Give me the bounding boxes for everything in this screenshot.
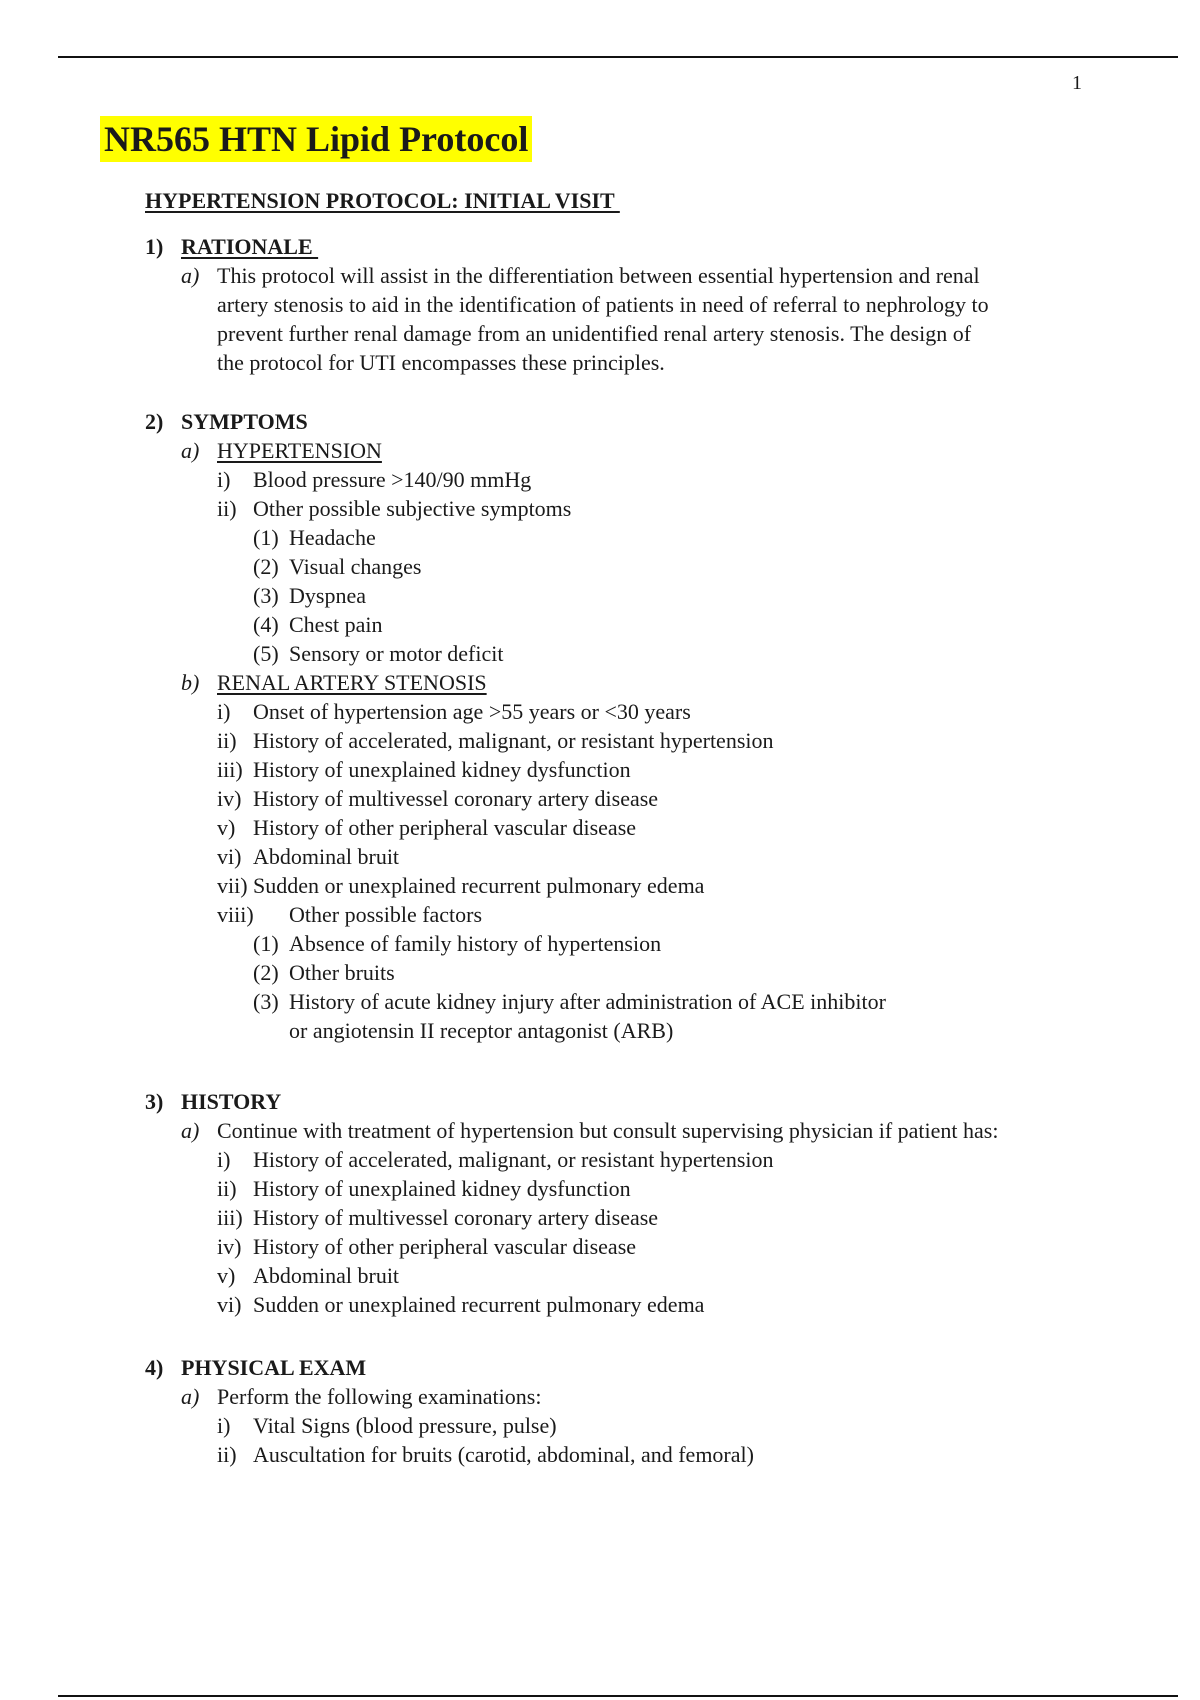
list-item-text: Visual changes (289, 554, 422, 579)
list-item-text: Headache (289, 525, 376, 550)
list-marker: i) (217, 699, 231, 724)
list-item-text: History of unexplained kidney dysfunction (253, 1176, 631, 1201)
sub-list-item (253, 524, 376, 552)
paragraph-text: This protocol will assist in the differentiation between essential hypertension and renal (217, 263, 980, 288)
paragraph-text: Perform the following examinations: (217, 1384, 542, 1409)
list-item (217, 756, 631, 784)
section-number: 1) (145, 234, 164, 259)
list-marker: v) (217, 1263, 236, 1288)
list-marker: iv) (217, 786, 242, 811)
list-marker: a) (181, 1118, 200, 1143)
list-marker: i) (217, 1413, 231, 1438)
list-item-text: History of other peripheral vascular disease (253, 1234, 637, 1259)
list-item-text: Sudden or unexplained recurrent pulmonary edema (253, 873, 705, 898)
sub-list-item (253, 611, 383, 639)
list-marker: (4) (253, 612, 279, 637)
rationale-paragraph-line: artery stenosis to aid in the identification of patients in need of referral to nephrology to (217, 292, 989, 317)
header-rule (58, 56, 1178, 58)
list-marker: (2) (253, 960, 279, 985)
sub-list-item (253, 930, 661, 958)
list-item-text: Abdominal bruit (253, 1263, 400, 1288)
list-item-text: Sensory or motor deficit (289, 641, 504, 666)
list-marker: iii) (217, 1205, 243, 1230)
section-number: 4) (145, 1355, 164, 1380)
list-item-text: History of accelerated, malignant, or resistant hypertension (253, 1147, 774, 1172)
list-item (217, 495, 571, 523)
list-marker: b) (181, 670, 200, 695)
paragraph-text: Continue with treatment of hypertension but consult supervising physician if patient has: (217, 1118, 999, 1143)
list-item-text: Blood pressure >140/90 mmHg (253, 467, 532, 492)
list-marker: v) (217, 815, 236, 840)
list-item-text: Onset of hypertension age >55 years or <30 years (253, 699, 691, 724)
list-item (217, 1412, 557, 1440)
list-marker: i) (217, 467, 231, 492)
list-marker: (2) (253, 554, 279, 579)
list-item-text: History of acute kidney injury after administration of ACE inhibitor (289, 989, 886, 1014)
list-marker: viii) (217, 902, 254, 927)
sub-list-item-continuation: or angiotensin II receptor antagonist (ARB) (289, 1018, 674, 1043)
list-item (217, 1204, 658, 1232)
section-number: 3) (145, 1089, 164, 1114)
subheading-hypertension (181, 437, 382, 465)
list-item-text: Vital Signs (blood pressure, pulse) (253, 1413, 557, 1438)
list-marker: ii) (217, 496, 237, 521)
sub-list-item (253, 640, 503, 668)
list-marker: vii) (217, 873, 248, 898)
list-marker: ii) (217, 1176, 237, 1201)
list-item (217, 785, 658, 813)
section-heading-history (145, 1088, 281, 1116)
sub-list-item (253, 959, 395, 987)
section-heading-physical-exam (145, 1354, 366, 1382)
list-marker: i) (217, 1147, 231, 1172)
sub-list-item (253, 988, 886, 1016)
section-title: RATIONALE (181, 234, 319, 259)
list-marker: (3) (253, 989, 279, 1014)
list-item-text: History of unexplained kidney dysfunction (253, 757, 631, 782)
subheading-renal-artery-stenosis (181, 669, 487, 697)
list-item-text: History of other peripheral vascular disease (253, 815, 637, 840)
list-item-text: Other bruits (289, 960, 395, 985)
list-item-text: Other possible subjective symptoms (253, 496, 572, 521)
footer-rule (58, 1695, 1178, 1697)
list-item (217, 727, 774, 755)
list-marker: ii) (217, 728, 237, 753)
sub-list-item (253, 553, 421, 581)
list-marker: vi) (217, 844, 242, 869)
section-heading-rationale (145, 233, 318, 261)
list-marker: a) (181, 1384, 200, 1409)
list-item (217, 814, 636, 842)
list-marker: (5) (253, 641, 279, 666)
list-item-text: Auscultation for bruits (carotid, abdominal, and femoral) (253, 1442, 754, 1467)
list-item (217, 1233, 636, 1261)
list-item-text: Chest pain (289, 612, 383, 637)
list-marker: iv) (217, 1234, 242, 1259)
section-title: PHYSICAL EXAM (181, 1355, 367, 1380)
list-item (217, 698, 691, 726)
exam-instruction (181, 1383, 541, 1411)
section-heading-symptoms (145, 408, 308, 436)
list-item (217, 1441, 754, 1469)
list-marker: (3) (253, 583, 279, 608)
list-marker: vi) (217, 1292, 242, 1317)
list-item-text: Other possible factors (289, 902, 483, 927)
list-item-text: Absence of family history of hypertension (289, 931, 662, 956)
list-item-text: Abdominal bruit (253, 844, 400, 869)
list-item-text: History of accelerated, malignant, or resistant hypertension (253, 728, 774, 753)
section-title: SYMPTOMS (181, 409, 308, 434)
list-item-text: History of multivessel coronary artery disease (253, 786, 659, 811)
rationale-paragraph-line: the protocol for UTI encompasses these principles. (217, 350, 665, 375)
history-instruction (181, 1117, 998, 1145)
list-marker: (1) (253, 931, 279, 956)
section-number: 2) (145, 409, 164, 434)
page-number: 1 (1072, 72, 1082, 94)
rationale-paragraph-line: prevent further renal damage from an unidentified renal artery stenosis. The design of (217, 321, 972, 346)
list-marker: (1) (253, 525, 279, 550)
section-title: HISTORY (181, 1089, 282, 1114)
protocol-subtitle: HYPERTENSION PROTOCOL: INITIAL VISIT (145, 188, 620, 213)
document-title: NR565 HTN Lipid Protocol (100, 116, 532, 162)
list-item (217, 872, 704, 900)
list-marker: a) (181, 438, 200, 463)
list-item (217, 843, 399, 871)
list-item-text: Sudden or unexplained recurrent pulmonary edema (253, 1292, 705, 1317)
list-item (217, 901, 482, 929)
list-item-text: History of multivessel coronary artery disease (253, 1205, 659, 1230)
sub-list-item (253, 582, 366, 610)
rationale-paragraph-line (181, 262, 980, 290)
list-marker: ii) (217, 1442, 237, 1467)
list-marker: a) (181, 263, 200, 288)
subheading-text: RENAL ARTERY STENOSIS (217, 670, 487, 695)
list-item (217, 1291, 704, 1319)
list-marker: iii) (217, 757, 243, 782)
list-item (217, 1262, 399, 1290)
list-item (217, 1175, 631, 1203)
list-item (217, 466, 531, 494)
list-item-text: Dyspnea (289, 583, 366, 608)
subheading-text: HYPERTENSION (217, 438, 382, 463)
list-item (217, 1146, 774, 1174)
